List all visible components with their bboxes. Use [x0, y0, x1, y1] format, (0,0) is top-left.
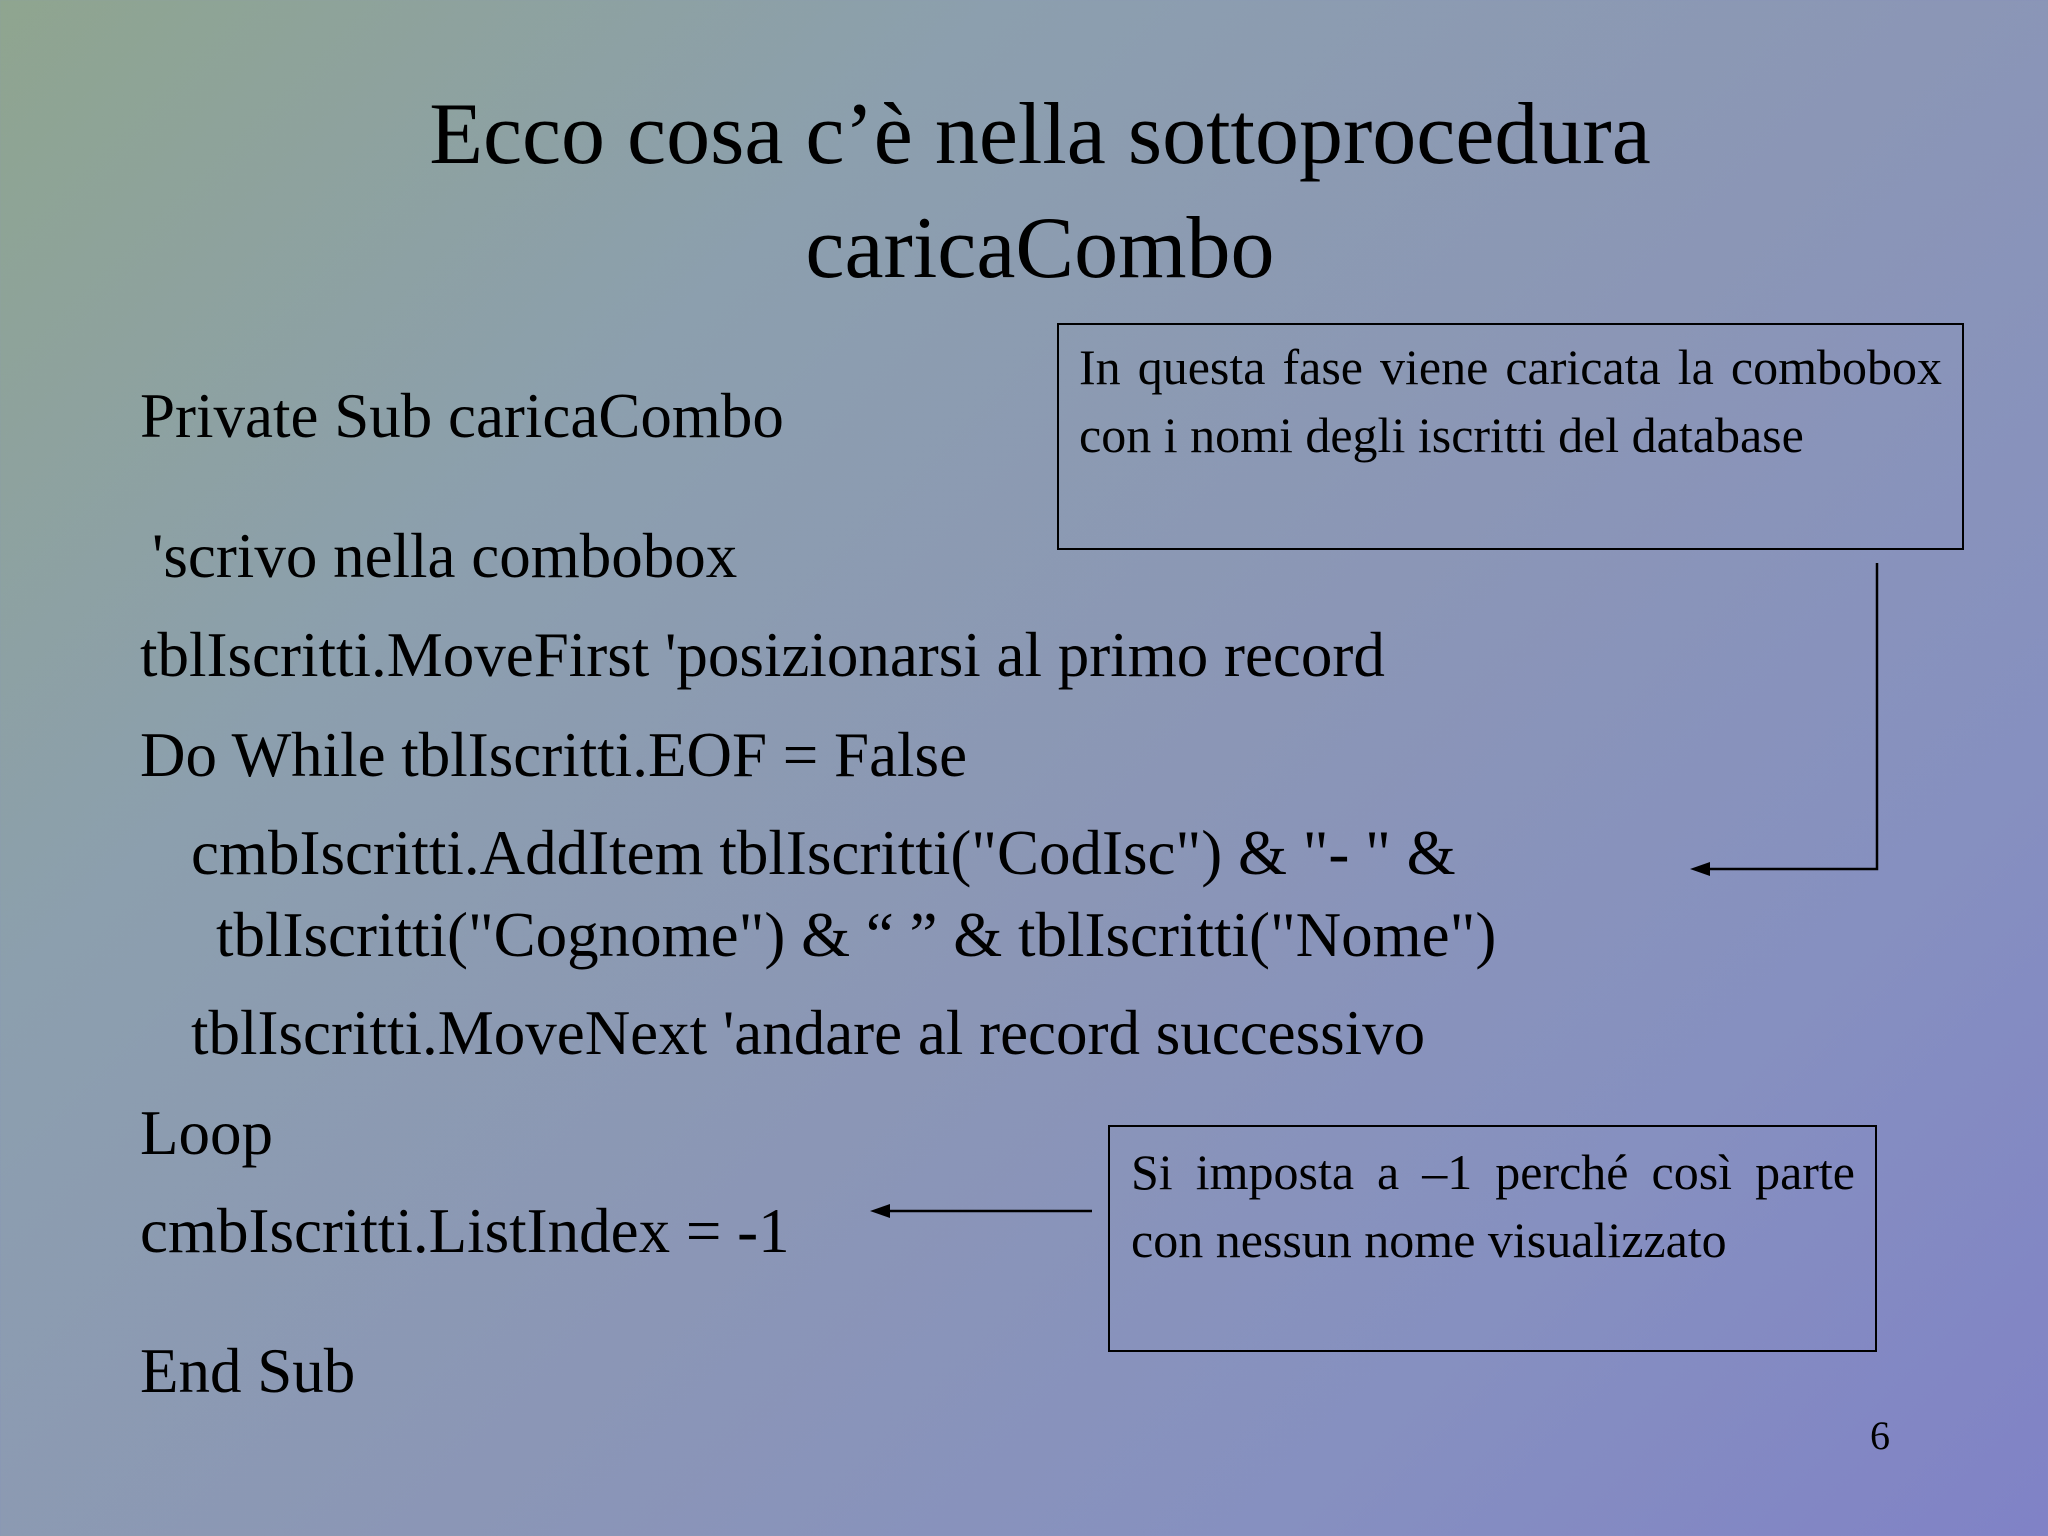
code-move-first: tblIscritti.MoveFirst 'posizionarsi al primo record — [140, 620, 1385, 690]
slide-title — [0, 78, 2048, 306]
code-move-next: tblIscritti.MoveNext 'andare al record successivo — [191, 998, 1426, 1068]
arrow-to-list-index — [870, 1204, 1092, 1218]
slide-title-line-1: Ecco cosa c’è nella sottoprocedura — [429, 86, 1651, 183]
page-number: 6 — [1870, 1413, 1890, 1458]
code-comment-write: 'scrivo nella combobox — [152, 521, 738, 591]
code-end-sub: End Sub — [140, 1336, 356, 1406]
code-do-while: Do While tblIscritti.EOF = False — [140, 720, 968, 790]
slide-title-line-2: caricaCombo — [805, 200, 1275, 297]
code-list-index: cmbIscritti.ListIndex = -1 — [140, 1196, 790, 1266]
code-add-item-line-1: cmbIscritti.AddItem tblIscritti("CodIsc") & "- " & — [191, 818, 1456, 888]
code-sub-declaration: Private Sub caricaCombo — [140, 381, 784, 451]
callout-load-combo: In questa fase viene caricata la combobox con i nomi degli iscritti del database — [1057, 323, 1964, 550]
callout-list-index-note: Si imposta a –1 perché così parte con nessun nome visualizzato — [1108, 1125, 1877, 1352]
arrow-to-add-item — [1690, 563, 1877, 876]
code-loop: Loop — [140, 1098, 273, 1168]
code-add-item-line-2: tblIscritti("Cognome") & “ ” & tblIscritti("Nome") — [216, 900, 1497, 970]
